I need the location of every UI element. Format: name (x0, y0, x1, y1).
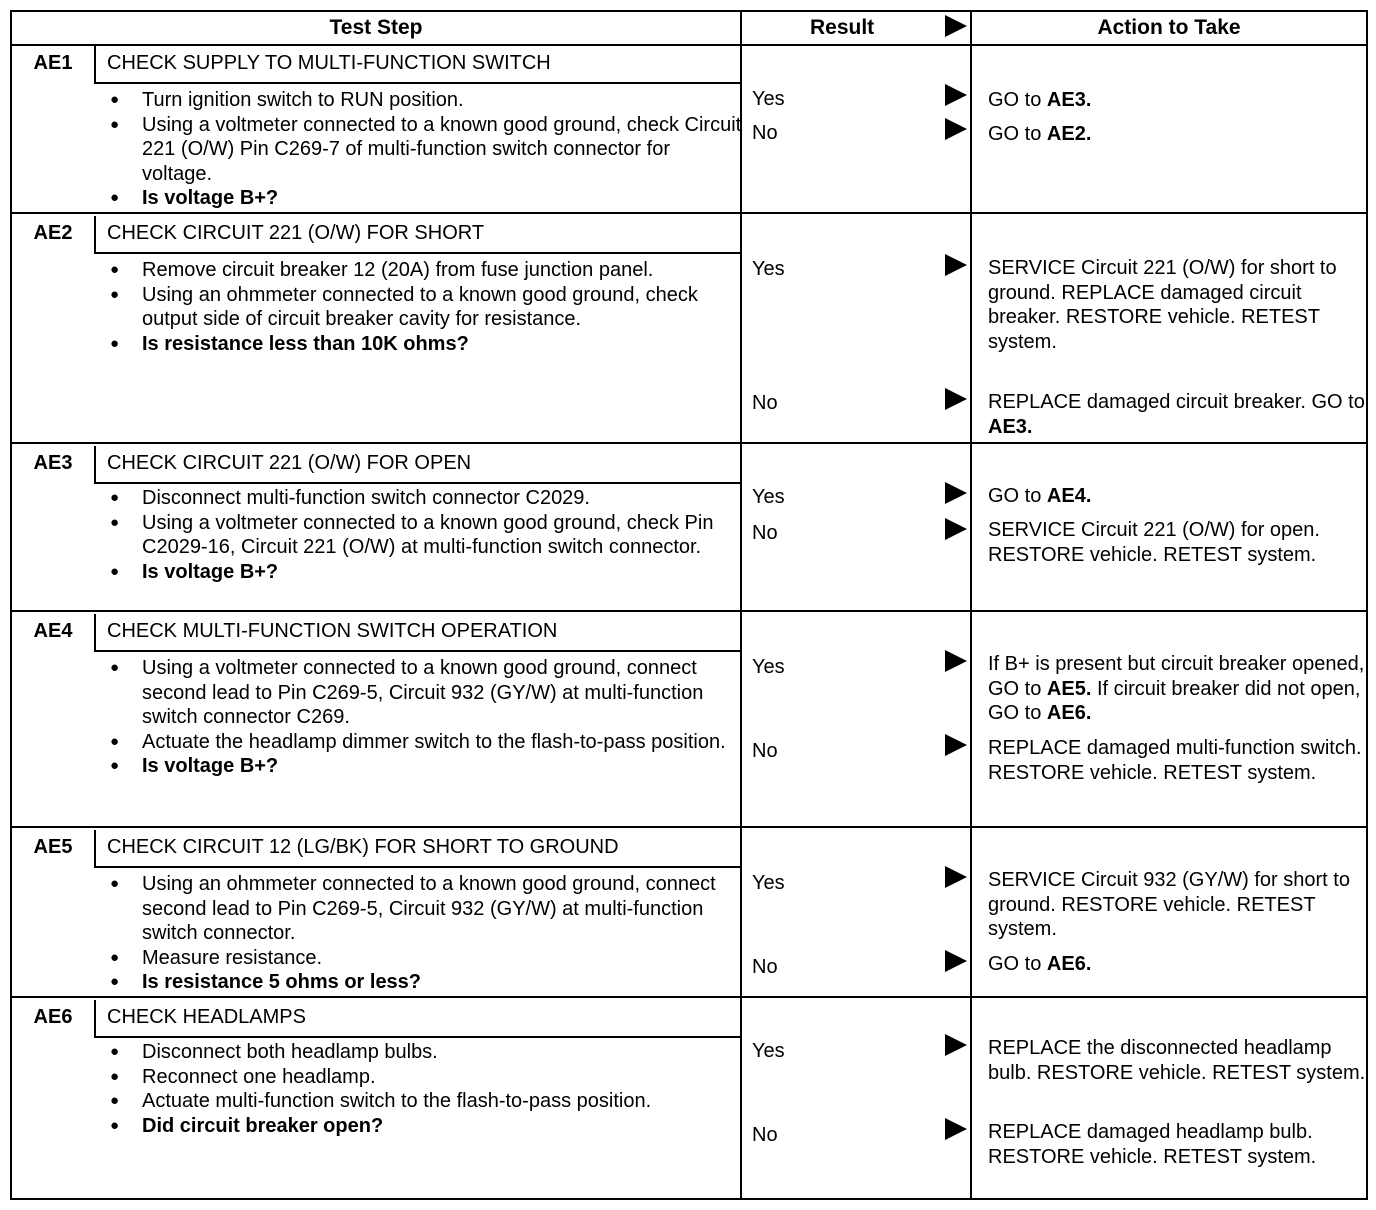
action-no: GO to AE6. (988, 953, 1092, 975)
arrow-icon (945, 118, 967, 140)
step-title: CHECK CIRCUIT 221 (O/W) FOR OPEN (107, 451, 472, 474)
divider (94, 82, 740, 84)
arrow-icon (945, 1034, 967, 1056)
divider (94, 482, 740, 484)
result-no: No (752, 740, 778, 762)
step-question: ● Is resistance less than 10K ohms? (102, 332, 742, 357)
divider (12, 610, 1366, 612)
step-bullets (102, 486, 742, 584)
step-id: AE2 (33, 221, 73, 244)
step-ae1 (12, 46, 1366, 212)
result-no: No (752, 392, 778, 414)
bullet: ● Disconnect multi-function switch connector C2029. (102, 486, 742, 511)
arrow-icon (945, 388, 967, 410)
arrow-icon (945, 1118, 967, 1140)
bullet: ● Using a voltmeter connected to a known good ground, check Pin C2029-16, Circuit 221 (O/W) at multi-function switch connector. (102, 511, 742, 560)
diagnostic-table (10, 10, 1368, 1200)
step-ae2 (12, 216, 1366, 442)
action-yes: If B+ is present but circuit breaker opened, GO to AE5. If circuit breaker did not open, GO to AE6. (988, 653, 1365, 724)
arrow-icon (945, 650, 967, 672)
bullet: ● Actuate multi-function switch to the flash-to-pass position. (102, 1089, 742, 1114)
step-bullets (102, 656, 742, 779)
step-question: ● Is voltage B+? (102, 560, 742, 585)
step-title: CHECK HEADLAMPS (107, 1005, 306, 1028)
step-bullets (102, 258, 742, 356)
result-no: No (752, 1124, 778, 1146)
action-yes: SERVICE Circuit 932 (GY/W) for short to ground. RESTORE vehicle. RETEST system. (988, 869, 1350, 940)
action-yes: GO to AE4. (988, 485, 1092, 507)
arrow-icon (945, 84, 967, 106)
header-action: Action to Take (1097, 16, 1241, 39)
arrow-icon (945, 734, 967, 756)
divider (94, 46, 96, 82)
step-title: CHECK CIRCUIT 12 (LG/BK) FOR SHORT TO GROUND (107, 835, 619, 858)
step-title: CHECK MULTI-FUNCTION SWITCH OPERATION (107, 619, 558, 642)
header-result: Result (810, 16, 875, 39)
arrow-icon (945, 518, 967, 540)
action-yes: REPLACE the disconnected headlamp bulb. RESTORE vehicle. RETEST system. (988, 1037, 1366, 1084)
arrow-icon (945, 482, 967, 504)
result-yes: Yes (752, 258, 785, 280)
divider (12, 826, 1366, 828)
arrow-icon (945, 950, 967, 972)
divider (94, 650, 740, 652)
result-yes: Yes (752, 486, 785, 508)
step-question: ● Is resistance 5 ohms or less? (102, 970, 742, 995)
bullet: ● Reconnect one headlamp. (102, 1065, 742, 1090)
result-no: No (752, 122, 778, 144)
step-id: AE6 (33, 1005, 73, 1028)
divider (94, 1036, 740, 1038)
result-yes: Yes (752, 88, 785, 110)
step-bullets (102, 1040, 742, 1138)
divider (94, 830, 96, 866)
step-ae6 (12, 1000, 1366, 1200)
result-yes: Yes (752, 872, 785, 894)
step-ae5 (12, 830, 1366, 996)
divider (94, 216, 96, 252)
bullet: ● Remove circuit breaker 12 (20A) from fuse junction panel. (102, 258, 742, 283)
divider (94, 446, 96, 482)
divider (94, 614, 96, 650)
step-bullets (102, 872, 742, 995)
divider (12, 442, 1366, 444)
result-no: No (752, 956, 778, 978)
action-yes: GO to AE3. (988, 89, 1092, 111)
step-ae3 (12, 446, 1366, 610)
result-yes: Yes (752, 1040, 785, 1062)
bullet: ● Using an ohmmeter connected to a known good ground, connect second lead to Pin C269-5, Circuit 932 (GY/W) at multi-function switch connector. (102, 872, 742, 946)
action-no: GO to AE2. (988, 123, 1092, 145)
action-yes: SERVICE Circuit 221 (O/W) for short to ground. REPLACE damaged circuit breaker. RESTORE vehicle. RETEST system. (988, 257, 1337, 353)
step-bullets (102, 88, 742, 211)
header-arrow-icon (945, 15, 967, 37)
bullet: ● Using an ohmmeter connected to a known good ground, check output side of circuit breaker cavity for resistance. (102, 283, 742, 332)
header-test-step: Test Step (329, 16, 423, 39)
divider (94, 252, 740, 254)
result-no: No (752, 522, 778, 544)
bullet: ● Using a voltmeter connected to a known good ground, check Circuit 221 (O/W) Pin C269-7 of multi-function switch connector for voltage. (102, 113, 742, 187)
step-question: ● Did circuit breaker open? (102, 1114, 742, 1139)
action-no: REPLACE damaged headlamp bulb. RESTORE vehicle. RETEST system. (988, 1121, 1317, 1168)
bullet: ● Using a voltmeter connected to a known good ground, connect second lead to Pin C269-5, Circuit 932 (GY/W) at multi-function switch connector C269. (102, 656, 742, 730)
divider (94, 866, 740, 868)
arrow-icon (945, 866, 967, 888)
step-title: CHECK CIRCUIT 221 (O/W) FOR SHORT (107, 221, 485, 244)
step-id: AE4 (33, 619, 73, 642)
bullet: ● Disconnect both headlamp bulbs. (102, 1040, 742, 1065)
result-yes: Yes (752, 656, 785, 678)
arrow-icon (945, 254, 967, 276)
bullet: ● Measure resistance. (102, 946, 742, 971)
divider (94, 1000, 96, 1036)
action-no: REPLACE damaged circuit breaker. GO to AE3. (988, 391, 1365, 438)
step-id: AE5 (33, 835, 73, 858)
divider (12, 212, 1366, 214)
step-title: CHECK SUPPLY TO MULTI-FUNCTION SWITCH (107, 51, 551, 74)
step-id: AE3 (33, 451, 73, 474)
step-ae4 (12, 614, 1366, 826)
divider (12, 996, 1366, 998)
step-id: AE1 (33, 51, 73, 74)
bullet: ● Actuate the headlamp dimmer switch to the flash-to-pass position. (102, 730, 742, 755)
action-no: REPLACE damaged multi-function switch. RESTORE vehicle. RETEST system. (988, 737, 1362, 784)
step-question: ● Is voltage B+? (102, 186, 742, 211)
bullet: ● Turn ignition switch to RUN position. (102, 88, 742, 113)
action-no: SERVICE Circuit 221 (O/W) for open. RESTORE vehicle. RETEST system. (988, 519, 1320, 566)
step-question: ● Is voltage B+? (102, 754, 742, 779)
